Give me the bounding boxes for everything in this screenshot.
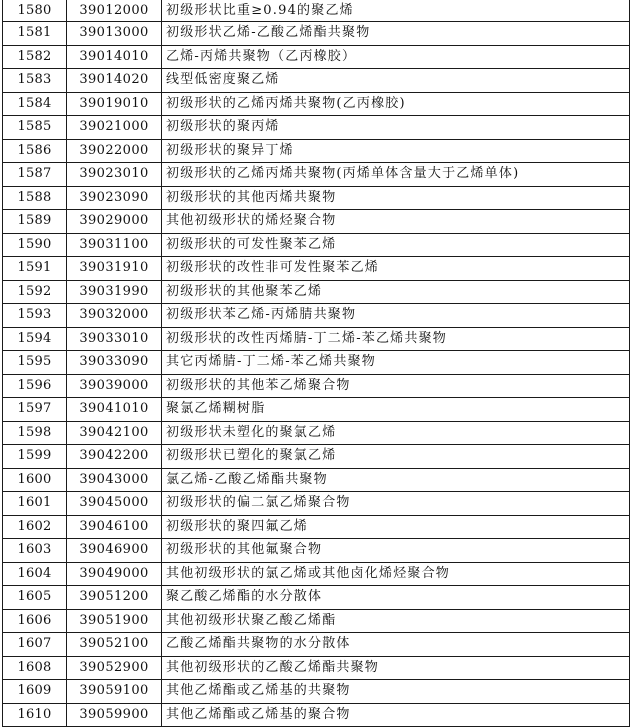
- table-row: [3, 586, 630, 610]
- row-number-cell: 1596: [3, 374, 67, 398]
- description-cell: 初级形状的乙烯丙烯共聚物(丙烯单体含量大于乙烯单体): [162, 163, 630, 187]
- table-row: [3, 609, 630, 633]
- hs-code-cell: 39052900: [67, 656, 162, 680]
- table-row: [3, 398, 630, 422]
- row-number-cell: 1586: [3, 139, 67, 163]
- row-number-cell: 1597: [3, 398, 67, 422]
- hs-code-cell: 39031100: [67, 233, 162, 257]
- description-cell: 初级形状未塑化的聚氯乙烯: [162, 421, 630, 445]
- table-row: [3, 351, 630, 375]
- hs-code-cell: 39052100: [67, 633, 162, 657]
- hs-code-cell: 39019010: [67, 92, 162, 116]
- table-row: [3, 163, 630, 187]
- table-row: [3, 22, 630, 46]
- hs-code-cell: 39046100: [67, 515, 162, 539]
- row-number-cell: 1600: [3, 468, 67, 492]
- description-cell: 初级形状乙烯-乙酸乙烯酯共聚物: [162, 22, 630, 46]
- hs-code-cell: 39031910: [67, 257, 162, 281]
- row-number-cell: 1588: [3, 186, 67, 210]
- hs-code-cell: 39051900: [67, 609, 162, 633]
- hs-code-cell: 39012000: [67, 0, 162, 22]
- row-number-cell: 1589: [3, 210, 67, 234]
- hs-code-cell: 39031990: [67, 280, 162, 304]
- hs-code-cell: 39029000: [67, 210, 162, 234]
- row-number-cell: 1580: [3, 0, 67, 22]
- row-number-cell: 1585: [3, 116, 67, 140]
- row-number-cell: 1581: [3, 22, 67, 46]
- hs-code-cell: 39049000: [67, 562, 162, 586]
- row-number-cell: 1602: [3, 515, 67, 539]
- row-number-cell: 1610: [3, 703, 67, 727]
- hs-code-cell: 39059900: [67, 703, 162, 727]
- description-cell: 其它丙烯腈-丁二烯-苯乙烯共聚物: [162, 351, 630, 375]
- table-row: [3, 304, 630, 328]
- description-cell: 初级形状的其他丙烯共聚物: [162, 186, 630, 210]
- table-row: [3, 233, 630, 257]
- description-cell: 初级形状的其他聚苯乙烯: [162, 280, 630, 304]
- hs-code-cell: 39032000: [67, 304, 162, 328]
- row-number-cell: 1604: [3, 562, 67, 586]
- hs-code-cell: 39059100: [67, 680, 162, 704]
- row-number-cell: 1606: [3, 609, 67, 633]
- row-number-cell: 1607: [3, 633, 67, 657]
- description-cell: 初级形状的偏二氯乙烯聚合物: [162, 492, 630, 516]
- hs-code-cell: 39014010: [67, 45, 162, 69]
- description-cell: 其他初级形状的乙酸乙烯酯共聚物: [162, 656, 630, 680]
- row-number-cell: 1601: [3, 492, 67, 516]
- row-number-cell: 1592: [3, 280, 67, 304]
- row-number-cell: 1590: [3, 233, 67, 257]
- table-row: [3, 562, 630, 586]
- row-number-cell: 1587: [3, 163, 67, 187]
- hs-code-cell: 39022000: [67, 139, 162, 163]
- row-number-cell: 1608: [3, 656, 67, 680]
- description-cell: 初级形状的聚丙烯: [162, 116, 630, 140]
- table-row: [3, 374, 630, 398]
- table-row: [3, 468, 630, 492]
- table-row: [3, 445, 630, 469]
- description-cell: 初级形状的聚异丁烯: [162, 139, 630, 163]
- description-cell: 初级形状的改性非可发性聚苯乙烯: [162, 257, 630, 281]
- hs-code-cell: 39021000: [67, 116, 162, 140]
- table-row: [3, 116, 630, 140]
- description-cell: 乙烯-丙烯共聚物（乙丙橡胶）: [162, 45, 630, 69]
- table-row: [3, 139, 630, 163]
- description-cell: 其他初级形状的烯烃聚合物: [162, 210, 630, 234]
- table-row: [3, 633, 630, 657]
- description-cell: 聚乙酸乙烯酯的水分散体: [162, 586, 630, 610]
- table-row: [3, 703, 630, 727]
- row-number-cell: 1584: [3, 92, 67, 116]
- row-number-cell: 1598: [3, 421, 67, 445]
- description-cell: 乙酸乙烯酯共聚物的水分散体: [162, 633, 630, 657]
- description-cell: 其他乙烯酯或乙烯基的共聚物: [162, 680, 630, 704]
- hs-code-cell: 39045000: [67, 492, 162, 516]
- table-row: [3, 421, 630, 445]
- table-row: [3, 45, 630, 69]
- table-row: [3, 92, 630, 116]
- hs-code-cell: 39043000: [67, 468, 162, 492]
- table-row: [3, 257, 630, 281]
- row-number-cell: 1594: [3, 327, 67, 351]
- hs-code-cell: 39023010: [67, 163, 162, 187]
- hs-code-cell: 39042100: [67, 421, 162, 445]
- row-number-cell: 1605: [3, 586, 67, 610]
- description-cell: 初级形状的其他氟聚合物: [162, 539, 630, 563]
- row-number-cell: 1591: [3, 257, 67, 281]
- description-cell: 初级形状苯乙烯-丙烯腈共聚物: [162, 304, 630, 328]
- table-row: [3, 0, 630, 22]
- description-cell: 氯乙烯-乙酸乙烯酯共聚物: [162, 468, 630, 492]
- hs-code-cell: 39051200: [67, 586, 162, 610]
- description-cell: 初级形状的聚四氟乙烯: [162, 515, 630, 539]
- table-row: [3, 515, 630, 539]
- table-row: [3, 492, 630, 516]
- description-cell: 初级形状已塑化的聚氯乙烯: [162, 445, 630, 469]
- hs-code-cell: 39042200: [67, 445, 162, 469]
- table-row: [3, 327, 630, 351]
- description-cell: 线型低密度聚乙烯: [162, 69, 630, 93]
- hs-code-cell: 39033010: [67, 327, 162, 351]
- hs-code-cell: 39039000: [67, 374, 162, 398]
- hs-code-cell: 39046900: [67, 539, 162, 563]
- description-cell: 初级形状的改性丙烯腈-丁二烯-苯乙烯共聚物: [162, 327, 630, 351]
- table-row: [3, 186, 630, 210]
- row-number-cell: 1603: [3, 539, 67, 563]
- table-row: [3, 280, 630, 304]
- row-number-cell: 1583: [3, 69, 67, 93]
- row-number-cell: 1599: [3, 445, 67, 469]
- row-number-cell: 1582: [3, 45, 67, 69]
- hs-code-cell: 39041010: [67, 398, 162, 422]
- hs-code-cell: 39023090: [67, 186, 162, 210]
- description-cell: 初级形状比重≥0.94的聚乙烯: [162, 0, 630, 22]
- description-cell: 初级形状的可发性聚苯乙烯: [162, 233, 630, 257]
- description-cell: 其他初级形状的氯乙烯或其他卤化烯烃聚合物: [162, 562, 630, 586]
- document-page: [2, 0, 629, 727]
- row-number-cell: 1609: [3, 680, 67, 704]
- table-row: [3, 656, 630, 680]
- description-cell: 初级形状的其他苯乙烯聚合物: [162, 374, 630, 398]
- description-cell: 其他乙烯酯或乙烯基的聚合物: [162, 703, 630, 727]
- description-cell: 其他初级形状聚乙酸乙烯酯: [162, 609, 630, 633]
- table-row: [3, 680, 630, 704]
- description-cell: 聚氯乙烯糊树脂: [162, 398, 630, 422]
- description-cell: 初级形状的乙烯丙烯共聚物(乙丙橡胶): [162, 92, 630, 116]
- row-number-cell: 1595: [3, 351, 67, 375]
- tariff-table: [2, 0, 630, 727]
- table-body: [3, 0, 630, 727]
- hs-code-cell: 39033090: [67, 351, 162, 375]
- hs-code-cell: 39013000: [67, 22, 162, 46]
- row-number-cell: 1593: [3, 304, 67, 328]
- table-row: [3, 539, 630, 563]
- table-row: [3, 210, 630, 234]
- hs-code-cell: 39014020: [67, 69, 162, 93]
- table-row: [3, 69, 630, 93]
